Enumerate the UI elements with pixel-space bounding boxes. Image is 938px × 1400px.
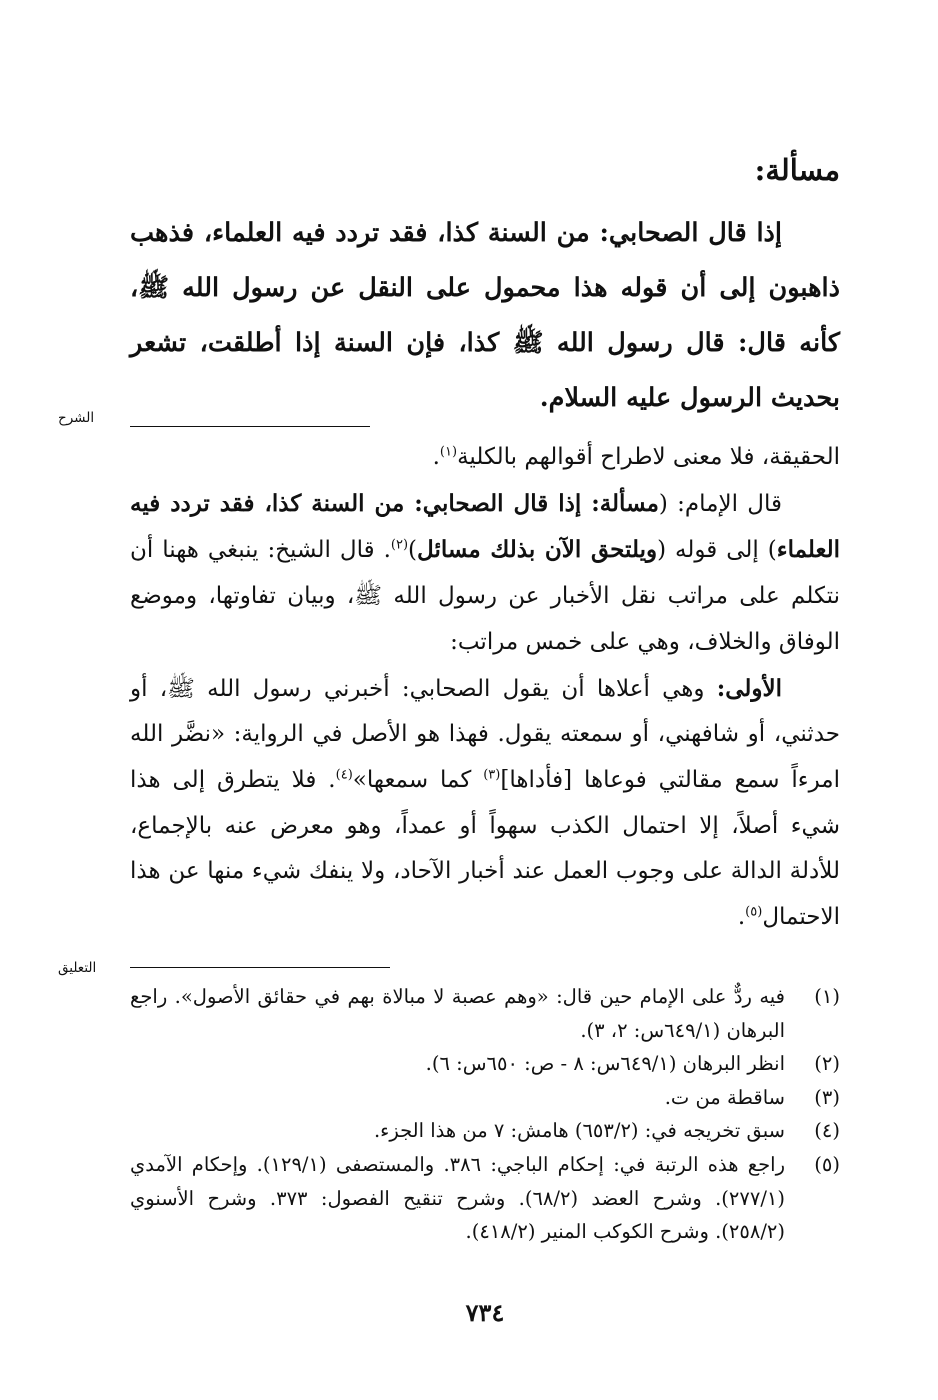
footnote <box>130 1114 840 1148</box>
notes-divider <box>130 967 390 968</box>
footnote-ref-1: (١) <box>439 444 458 460</box>
footnote-ref-4: (٤) <box>335 767 353 783</box>
sharh-p3-c: . فلا يتطرق إلى هذا شيء أصلاً، إلا احتمال الكذب سهواً أو عمداً، وهو معرض عنه بالإجماع، للأدلة الدالة على وجوب العمل عند أخبار الآحاد، ولا ينفك شيء منها عن هذا الاحتمال <box>130 766 840 931</box>
footnote-text: انظر البرهان (٦٤٩/١س: ٨ - ص: ٦٥٠س: ٦). <box>425 1052 785 1076</box>
footnote-number: (٢) <box>814 1052 840 1076</box>
sharh-p1: الحقيقة، فلا معنى لاطراح أقوالهم بالكلية <box>457 444 840 470</box>
footnote <box>130 980 840 1047</box>
matn-text <box>130 206 840 426</box>
notes-label: التعليق <box>58 960 97 976</box>
footnotes <box>130 980 840 1249</box>
footnote-text: راجع هذه الرتبة في: إحكام الباجي: ٣٨٦. والمستصفى (١٢٩/١). وإحكام الآمدي (٢٧٧/١). وشرح العضد (٦٨/٢). وشرح تنقيح الفصول: ٣٧٣. وشرح الأسنوي (٢٥٨/٢). وشرح الكوكب المنير (٤١٨/٢). <box>130 1152 786 1244</box>
sharh-divider <box>130 426 370 427</box>
sharh-text <box>130 435 840 941</box>
sharh-label: الشرح <box>58 410 95 426</box>
footnote <box>130 1148 840 1249</box>
matn-body: إذا قال الصحابي: من السنة كذا، فقد تردد فيه العلماء، فذهب ذاهبون إلى أن قوله هذا محمول على النقل عن رسول الله ﷺ، كأنه قال: قال رسول الله ﷺ كذا، فإن السنة إذا أطلقت، تشعر بحديث الرسول عليه السلام. <box>130 218 840 413</box>
footnote-text: فيه ردٌّ على الإمام حين قال: «وهم عصبة لا مبالاة بهم في حقائق الأصول». راجع البرهان (٦٤٩/١س: ٢، ٣). <box>130 985 785 1042</box>
page-number: ٧٣٤ <box>465 1298 505 1327</box>
footnote <box>130 1081 840 1115</box>
footnote-ref-5: (٥) <box>745 904 763 920</box>
sharh-p3-a: وهي أعلاها أن يقول الصحابي: أخبرني رسول الله ﷺ، أو حدثني، أو شافهني، أو سمعته يقول. فهذا هو الأصل في الرواية: «نضَّر الله امرءاً سمع مقالتي فوعاها [فأداها] <box>130 675 840 793</box>
footnote-ref-3: (٣) <box>483 767 501 783</box>
footnote-number: (٥) <box>814 1152 840 1176</box>
sharh-p2-c: ) إلى قوله ( <box>657 537 777 564</box>
sharh-paragraph-3 <box>130 666 840 941</box>
footnote-number: (٤) <box>814 1119 840 1143</box>
section-heading: مسألة: <box>754 153 840 187</box>
footnote-text: سبق تخريجه في: (٦٥٣/٢) هامش: ٧ من هذا الجزء. <box>373 1119 785 1143</box>
book-page <box>58 0 841 1400</box>
sharh-p2-a: قال الإمام: ( <box>658 490 782 517</box>
sharh-p3-lead: الأولى: <box>716 674 782 702</box>
footnote <box>130 1047 840 1081</box>
footnote-number: (٣) <box>814 1085 840 1109</box>
sharh-p2-f: . قال الشيخ: ينبغي ههنا أن نتكلم على مراتب نقل الأخبار عن رسول الله ﷺ، وبيان تفاوتها، وموضع الوفاق والخلاف، وهي على خمس مراتب: <box>130 537 840 655</box>
sharh-p2-quote-2: ويلتحق الآن بذلك مسائل <box>417 536 658 564</box>
sharh-p3-d: . <box>737 904 746 931</box>
footnote-ref-2: (٢) <box>390 537 409 553</box>
sharh-paragraph-1: الحقيقة، فلا معنى لاطراح أقوالهم بالكلية$^{(١)}$. <box>432 444 840 470</box>
sharh-p3-b: كما سمعها» <box>352 766 484 793</box>
sharh-p2-quote-1: مسألة: إذا قال الصحابي: من السنة كذا، فقد تردد فيه العلماء <box>130 489 841 564</box>
footnote-text: ساقطة من ت. <box>664 1085 785 1109</box>
footnote-number: (١) <box>814 985 840 1008</box>
sharh-p2-e: ) <box>408 537 418 564</box>
sharh-paragraph-2 <box>130 481 840 666</box>
